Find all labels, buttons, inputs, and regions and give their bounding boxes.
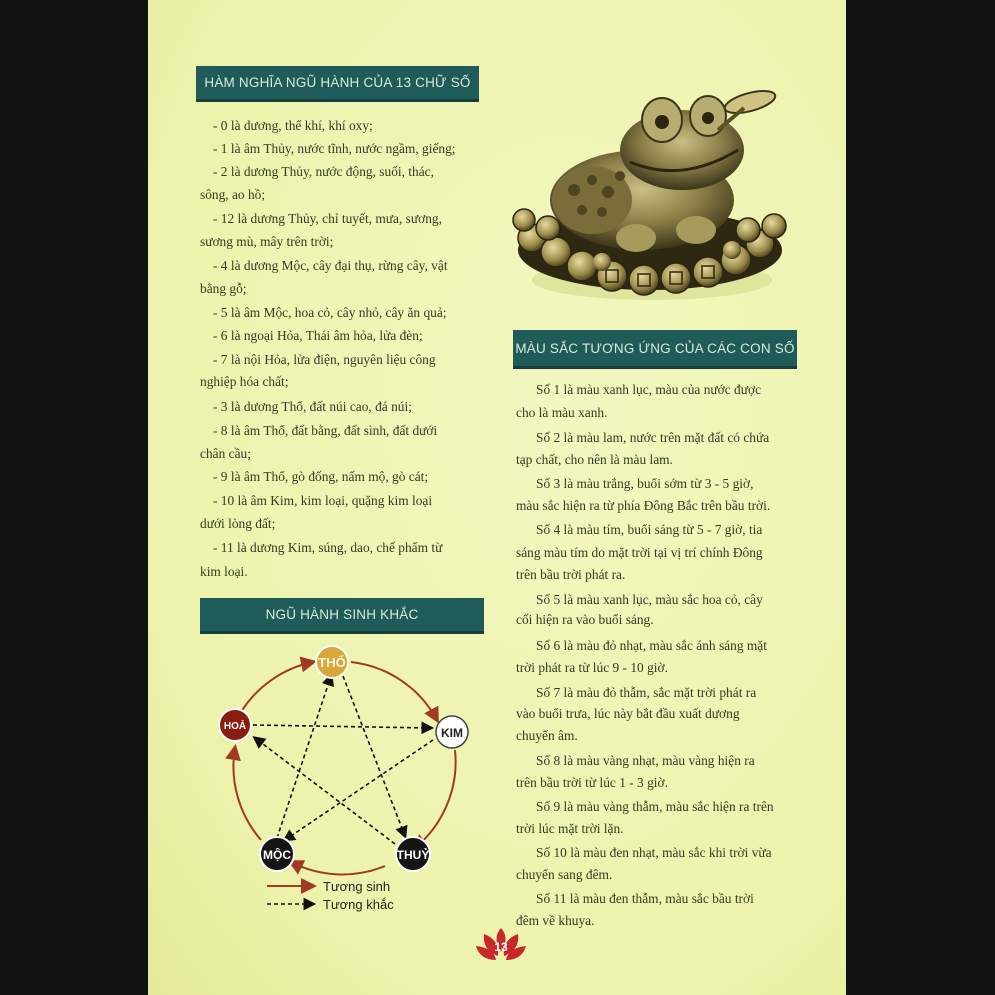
svg-text:KIM: KIM — [441, 726, 463, 740]
left-line: - 9 là âm Thổ, gò đống, nấm mộ, gò cát; — [213, 469, 429, 484]
left-line: - 5 là âm Mộc, hoa cỏ, cây nhỏ, cây ăn quả; — [213, 305, 447, 320]
left-line: - 11 là dương Kim, súng, dao, chế phẩm từ — [213, 540, 443, 555]
diagram-legend — [267, 879, 394, 912]
heading-ngu-hanh-13-chu-so: HÀM NGHĨA NGŨ HÀNH CỦA 13 CHỮ SỐ — [196, 66, 479, 102]
right-line: sáng màu tím do mặt trời tại vị trí chính Đông — [516, 545, 763, 560]
right-line: tạp chất, cho nên là màu lam. — [516, 452, 673, 467]
right-line: màu sắc hiện ra từ phía Đông Bắc trên bầu trời. — [516, 498, 771, 513]
left-line: - 4 là dương Mộc, cây đại thụ, rừng cây, vật — [213, 258, 448, 273]
overcoming-cycle — [253, 676, 433, 844]
right-line: Số 7 là màu đỏ thẫm, sắc mặt trời phát ra — [536, 685, 757, 700]
right-line: chuyển sang đêm. — [516, 867, 613, 882]
left-line: dưới lòng đất; — [200, 516, 276, 531]
right-line: Số 2 là màu lam, nước trên mặt đất có chứa — [536, 430, 770, 445]
money-toad-image — [512, 80, 794, 304]
right-line: chuyển âm. — [516, 728, 578, 743]
right-line: Số 4 là màu tím, buổi sáng từ 5 - 7 giờ, tia — [536, 522, 763, 537]
right-line: Số 9 là màu vàng thẫm, màu sắc hiện ra trên — [536, 799, 774, 814]
svg-text:THUỶ: THUỶ — [396, 848, 430, 862]
right-line: Số 3 là màu trắng, buổi sớm từ 3 - 5 giờ, — [536, 476, 754, 491]
right-line: cho là màu xanh. — [516, 405, 608, 420]
left-line: kim loại. — [200, 564, 248, 579]
left-line: - 10 là âm Kim, kim loại, quặng kim loại — [213, 493, 433, 508]
right-line: Số 5 là màu xanh lục, màu sắc hoa cỏ, cây — [536, 592, 763, 607]
right-line: Số 6 là màu đỏ nhạt, màu sắc ánh sáng mặt — [536, 638, 767, 653]
five-elements-diagram — [205, 640, 485, 920]
right-line: trên bầu trời phát ra. — [516, 567, 626, 582]
left-line: - 12 là dương Thủy, chỉ tuyết, mưa, sương, — [213, 211, 442, 226]
left-line: - 0 là dương, thể khí, khí oxy; — [213, 118, 373, 133]
node-moc — [260, 837, 294, 871]
heading-ngu-hanh-sinh-khac: NGŨ HÀNH SINH KHẮC — [200, 598, 484, 634]
right-line: vào buổi trưa, lúc này bắt đầu xuất dương — [516, 706, 740, 721]
svg-text:HOẢ: HOẢ — [223, 721, 247, 732]
heading-mau-sac-con-so: MÀU SẮC TƯƠNG ỨNG CỦA CÁC CON SỐ — [513, 330, 797, 369]
left-line: - 1 là âm Thủy, nước tĩnh, nước ngầm, giếng; — [213, 141, 456, 156]
right-line: Số 8 là màu vàng nhạt, màu vàng hiện ra — [536, 753, 755, 768]
legend-tuong-sinh: Tương sinh — [323, 879, 391, 894]
left-line: - 3 là dương Thổ, đất núi cao, đá núi; — [213, 399, 412, 414]
left-line: chân cầu; — [200, 446, 251, 461]
left-line: - 6 là ngoại Hỏa, Thái âm hỏa, lửa đèn; — [213, 328, 423, 343]
right-line: cối hiện ra vào buổi sáng. — [516, 612, 654, 627]
node-thuy — [396, 837, 430, 871]
right-line: trời lúc mặt trời lặn. — [516, 821, 624, 836]
node-hoa — [219, 709, 251, 741]
right-line: trời phát ra từ lúc 9 - 10 giờ. — [516, 660, 668, 675]
right-line: Số 10 là màu đen nhạt, màu sắc khi trời vừa — [536, 845, 772, 860]
right-line: trên bầu trời từ lúc 1 - 3 giờ. — [516, 775, 668, 790]
left-line: - 7 là nội Hỏa, lửa điện, nguyên liệu công — [213, 352, 436, 367]
right-line: Số 11 là màu đen thẫm, màu sắc bầu trời — [536, 891, 754, 906]
right-line: Số 1 là màu xanh lục, màu của nước được — [536, 382, 762, 397]
page-number-badge — [474, 926, 528, 964]
left-line: sông, ao hồ; — [200, 187, 266, 202]
right-line: đêm về khuya. — [516, 913, 595, 928]
right-text-column — [516, 382, 801, 928]
node-tho — [316, 646, 348, 678]
page-number: 13 — [494, 940, 508, 954]
left-line: - 8 là âm Thổ, đất bằng, đất sình, đất dưới — [213, 423, 438, 438]
left-line: - 2 là dương Thủy, nước động, suối, thác, — [213, 164, 434, 179]
left-line: bằng gỗ; — [200, 281, 247, 296]
node-kim — [436, 716, 468, 748]
left-line: nghiệp hóa chất; — [200, 374, 289, 389]
legend-tuong-khac: Tương khắc — [323, 897, 394, 912]
svg-text:MỘC: MỘC — [263, 848, 291, 862]
svg-text:THỔ: THỔ — [318, 655, 346, 670]
left-text-column — [200, 118, 488, 588]
left-line: sương mù, mây trên trời; — [200, 234, 334, 249]
